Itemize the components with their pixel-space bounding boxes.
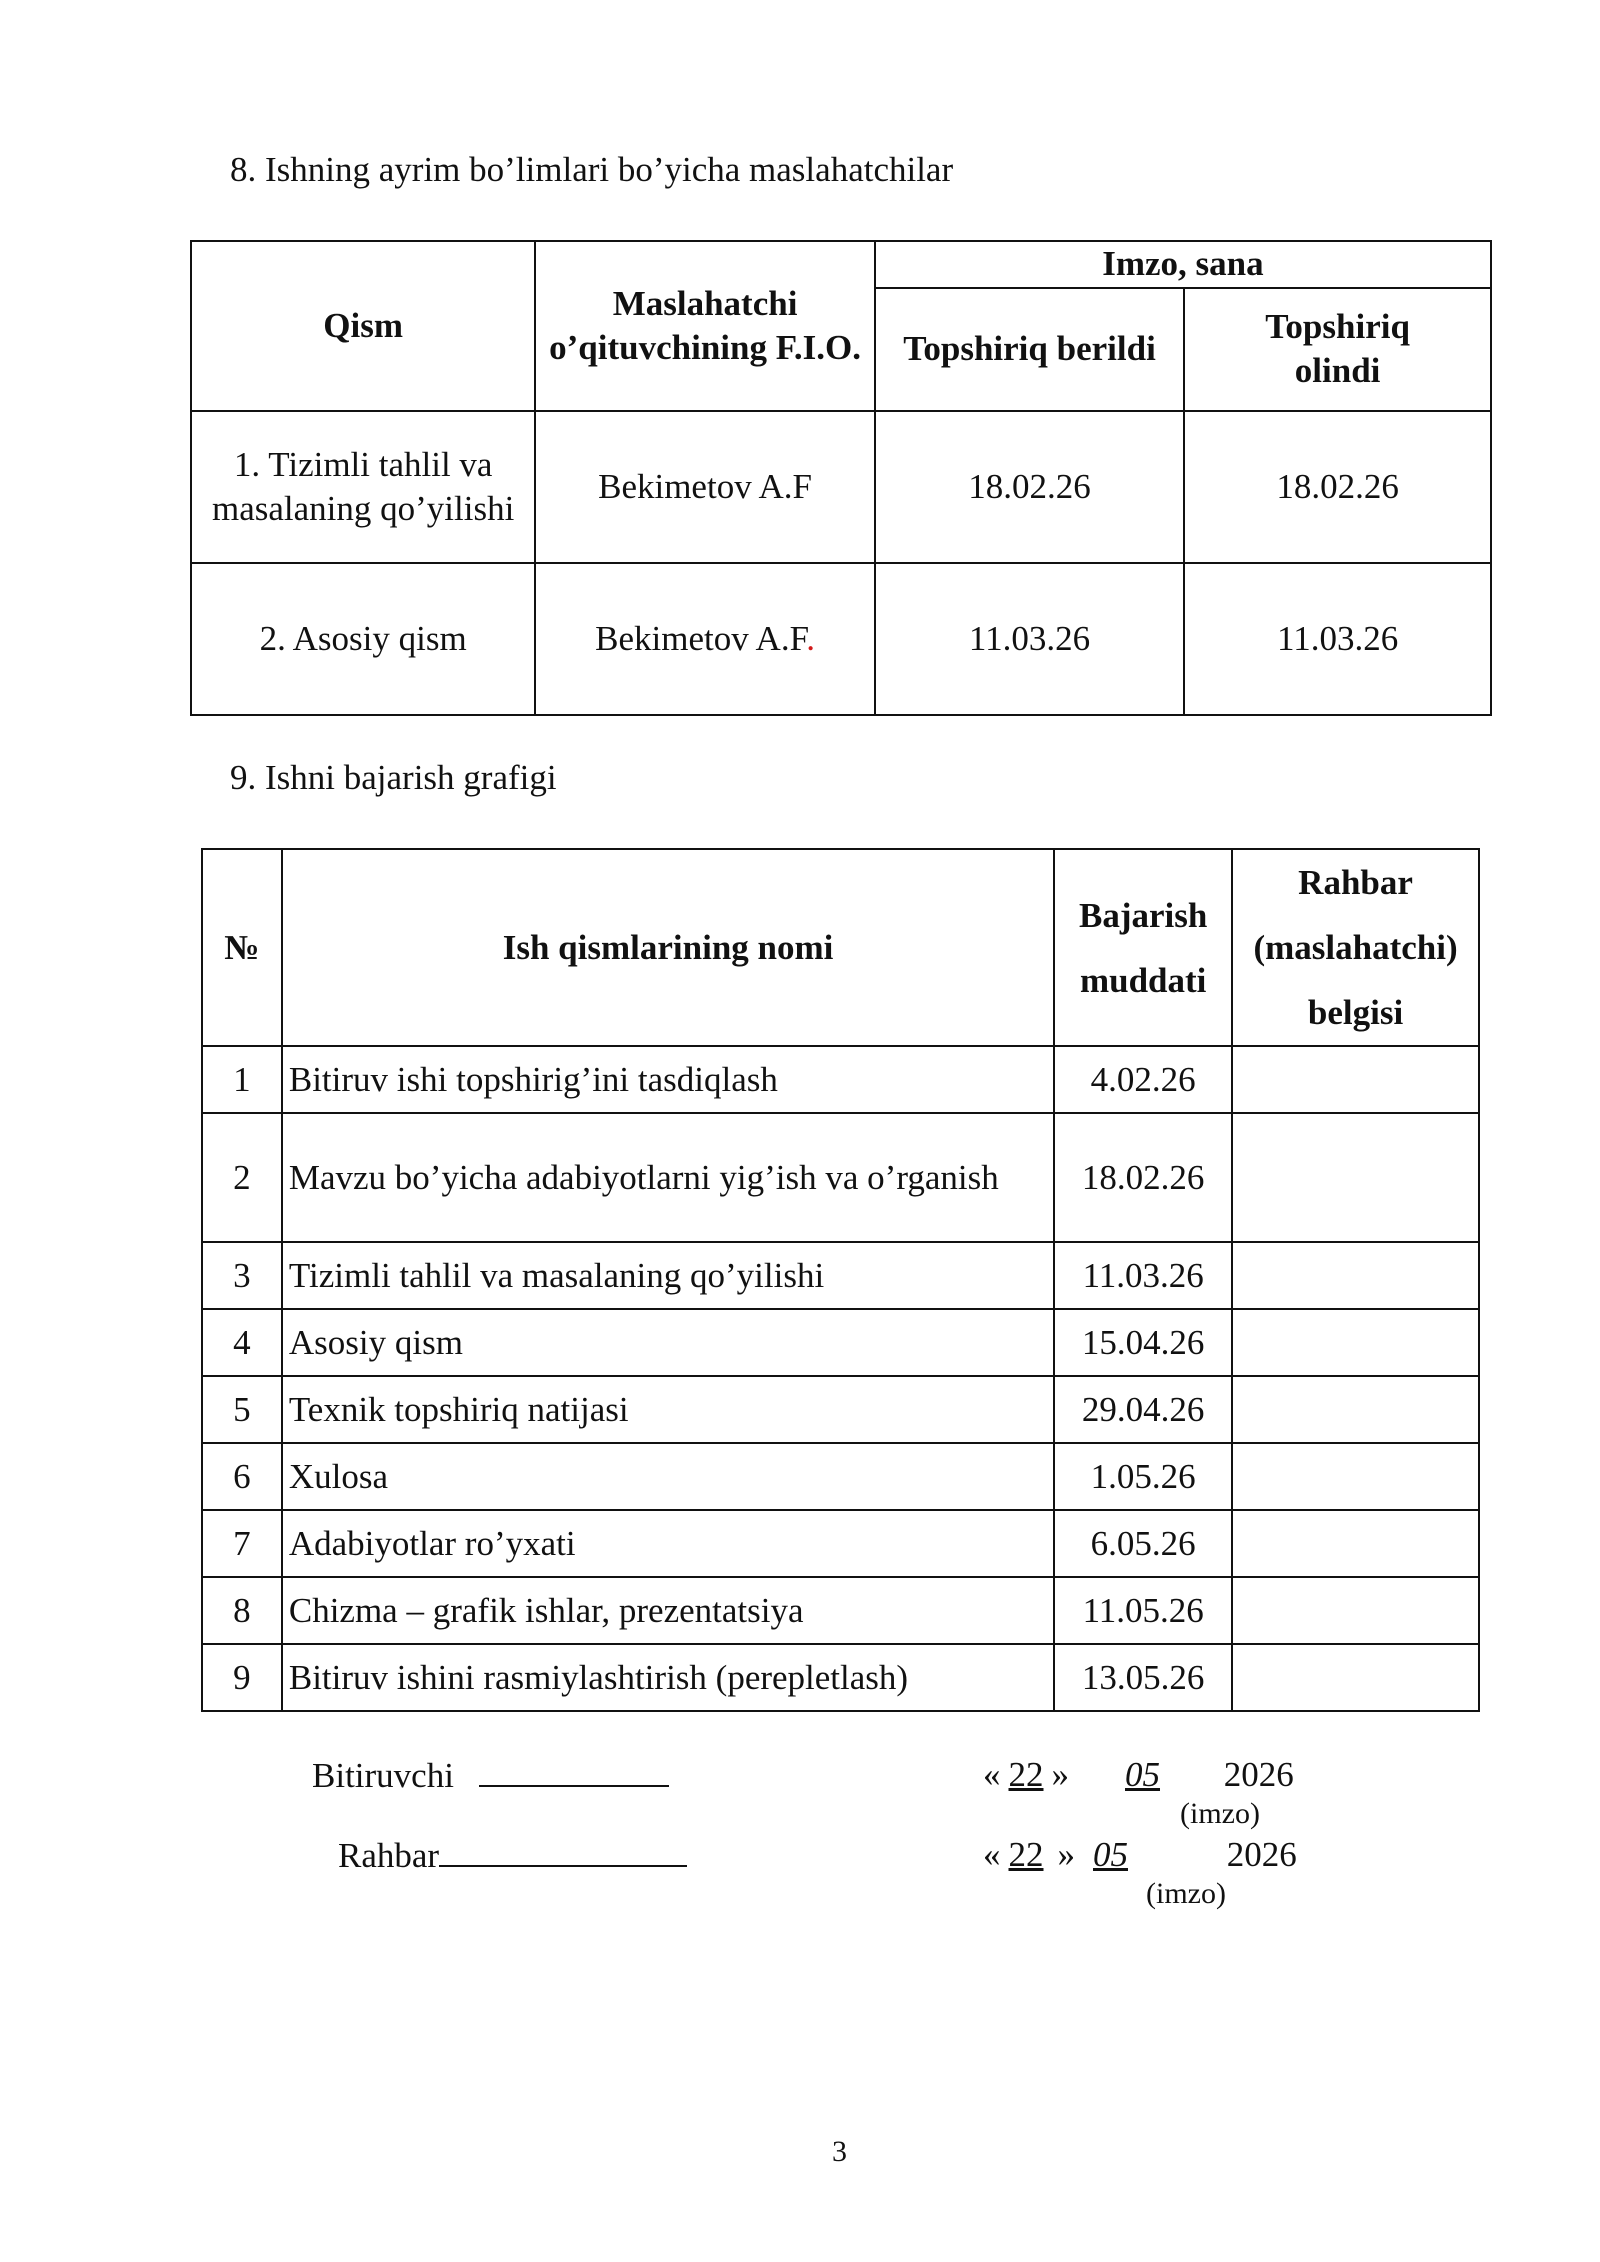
table-row <box>202 1309 1479 1376</box>
cell-date: 6.05.26 <box>1054 1510 1232 1577</box>
header-qism: Qism <box>191 241 535 411</box>
close-quote: » <box>1057 1835 1075 1874</box>
table-row <box>202 1510 1479 1577</box>
table-row <box>202 1443 1479 1510</box>
rahbar-signature-line <box>338 1835 687 1876</box>
cell-num: 4 <box>202 1309 282 1376</box>
bitiruvchi-label: Bitiruvchi <box>312 1756 454 1795</box>
cell-num: 7 <box>202 1510 282 1577</box>
header-rahbar: Rahbar (maslahatchi) belgisi <box>1232 849 1479 1046</box>
cell-date: 11.03.26 <box>1054 1242 1232 1309</box>
cell-qism: 1. Tizimli tahlil va masalaning qo’yilishi <box>191 411 535 563</box>
rahbar-month: 05 <box>1093 1835 1128 1874</box>
close-quote: » <box>1051 1755 1069 1794</box>
bitiruvchi-year: 2026 <box>1223 1755 1294 1794</box>
open-quote: « <box>983 1755 1001 1794</box>
cell-signature <box>1232 1046 1479 1113</box>
section-9-title: 9. Ishni bajarish grafigi <box>230 758 557 797</box>
table-row <box>202 1046 1479 1113</box>
cell-name: Asosiy qism <box>282 1309 1054 1376</box>
bitiruvchi-month: 05 <box>1125 1755 1160 1794</box>
rahbar-day: 22 <box>1008 1835 1044 1874</box>
cell-name: Adabiyotlar ro’yxati <box>282 1510 1054 1577</box>
cell-num: 3 <box>202 1242 282 1309</box>
schedule-table <box>201 848 1480 1712</box>
cell-date: 4.02.26 <box>1054 1046 1232 1113</box>
rahbar-imzo: (imzo) <box>1146 1877 1226 1910</box>
fio-dot: . <box>806 619 815 658</box>
rahbar-year: 2026 <box>1226 1835 1297 1874</box>
bitiruvchi-date <box>983 1755 1294 1795</box>
cell-signature <box>1232 1376 1479 1443</box>
cell-signature <box>1232 1443 1479 1510</box>
cell-date: 11.05.26 <box>1054 1577 1232 1644</box>
section-8-title: 8. Ishning ayrim bo’limlari bo’yicha maslahatchilar <box>230 150 954 189</box>
cell-signature <box>1232 1644 1479 1711</box>
header-maslahatchi: Maslahatchi o’qituvchining F.I.O. <box>535 241 875 411</box>
cell-num: 8 <box>202 1577 282 1644</box>
header-olindi: Topshiriq olindi <box>1184 288 1491 411</box>
bitiruvchi-day: 22 <box>1008 1755 1044 1794</box>
cell-name: Bitiruv ishi topshirig’ini tasdiqlash <box>282 1046 1054 1113</box>
cell-num: 6 <box>202 1443 282 1510</box>
cell-signature <box>1232 1510 1479 1577</box>
cell-name: Mavzu bo’yicha adabiyotlarni yig’ish va o’rganish <box>282 1113 1054 1242</box>
open-quote: « <box>983 1835 1001 1874</box>
header-num: № <box>202 849 282 1046</box>
cell-name: Bitiruv ishini rasmiylashtirish (perepletlash) <box>282 1644 1054 1711</box>
header-imzo-sana: Imzo, sana <box>875 241 1491 288</box>
cell-fio <box>535 563 875 715</box>
header-name: Ish qismlarining nomi <box>282 849 1054 1046</box>
cell-name: Texnik topshiriq natijasi <box>282 1376 1054 1443</box>
advisors-table <box>190 240 1492 716</box>
cell-name: Chizma – grafik ishlar, prezentatsiya <box>282 1577 1054 1644</box>
page-number: 3 <box>832 2135 847 2168</box>
header-muddat: Bajarish muddati <box>1054 849 1232 1046</box>
cell-num: 5 <box>202 1376 282 1443</box>
table-row <box>191 411 1491 563</box>
cell-date: 15.04.26 <box>1054 1309 1232 1376</box>
cell-date: 29.04.26 <box>1054 1376 1232 1443</box>
bitiruvchi-signature-line <box>312 1755 669 1796</box>
table-row <box>202 1577 1479 1644</box>
cell-date: 1.05.26 <box>1054 1443 1232 1510</box>
cell-berildi: 18.02.26 <box>875 411 1184 563</box>
bitiruvchi-imzo: (imzo) <box>1180 1797 1260 1830</box>
rahbar-blank <box>439 1835 687 1867</box>
table-row <box>202 1644 1479 1711</box>
cell-olindi: 18.02.26 <box>1184 411 1491 563</box>
cell-name: Xulosa <box>282 1443 1054 1510</box>
table-row <box>191 563 1491 715</box>
bitiruvchi-blank <box>479 1755 669 1787</box>
cell-num: 1 <box>202 1046 282 1113</box>
cell-olindi: 11.03.26 <box>1184 563 1491 715</box>
cell-signature <box>1232 1577 1479 1644</box>
cell-num: 2 <box>202 1113 282 1242</box>
table-row <box>202 1242 1479 1309</box>
rahbar-date <box>983 1835 1297 1875</box>
cell-berildi: 11.03.26 <box>875 563 1184 715</box>
rahbar-label: Rahbar <box>338 1836 440 1875</box>
table-row <box>202 1113 1479 1242</box>
fio-text: Bekimetov A.F <box>595 619 807 658</box>
cell-date: 18.02.26 <box>1054 1113 1232 1242</box>
header-berildi: Topshiriq berildi <box>875 288 1184 411</box>
cell-date: 13.05.26 <box>1054 1644 1232 1711</box>
cell-fio: Bekimetov A.F <box>535 411 875 563</box>
cell-qism: 2. Asosiy qism <box>191 563 535 715</box>
cell-signature <box>1232 1113 1479 1242</box>
cell-signature <box>1232 1242 1479 1309</box>
cell-name: Tizimli tahlil va masalaning qo’yilishi <box>282 1242 1054 1309</box>
cell-signature <box>1232 1309 1479 1376</box>
cell-num: 9 <box>202 1644 282 1711</box>
table-row <box>202 1376 1479 1443</box>
